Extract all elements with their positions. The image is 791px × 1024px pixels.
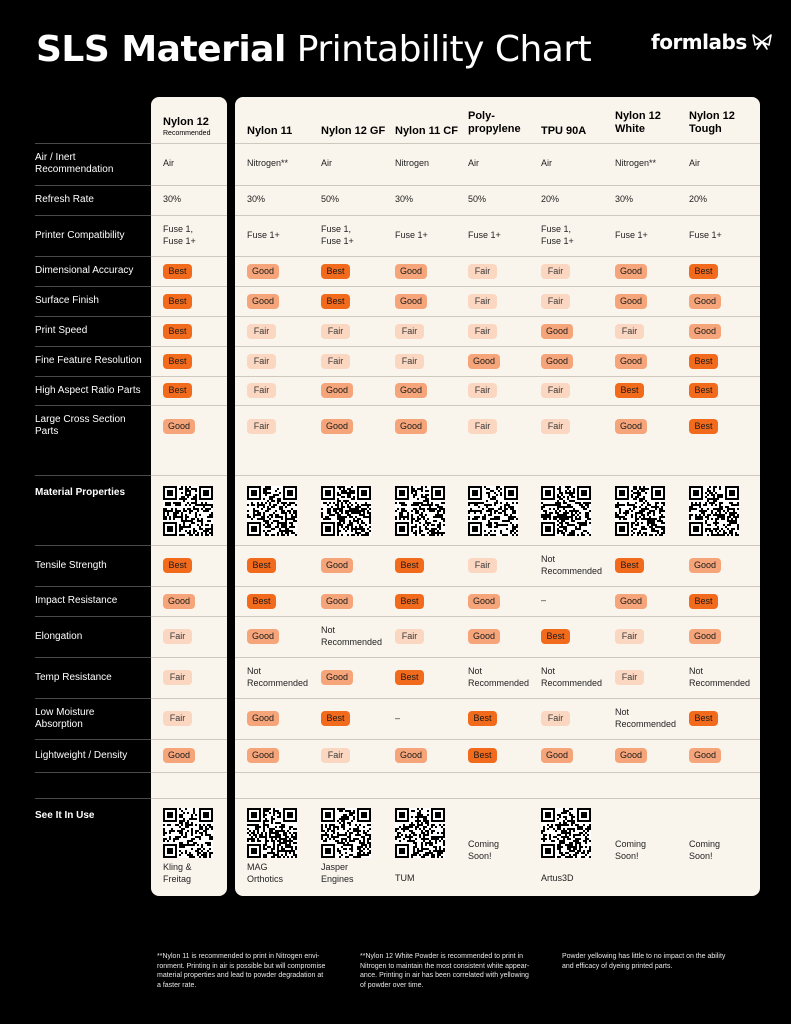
rating-badge-good: Good [615, 354, 647, 369]
row-divider [151, 376, 227, 377]
row-divider [35, 405, 151, 406]
rating-badge-best: Best [163, 383, 192, 398]
row-divider [35, 545, 151, 546]
cell-value: 50% [468, 194, 487, 205]
cell-value: 20% [541, 194, 560, 205]
rating-badge-good: Good [395, 294, 427, 309]
qr-code [395, 808, 445, 858]
row-divider [35, 739, 151, 740]
rating-badge-best: Best [541, 629, 570, 644]
rating-badge-best: Best [247, 558, 276, 573]
row-divider [151, 475, 227, 476]
row-divider [235, 376, 760, 377]
qr-code-graphic [163, 808, 213, 858]
rating-badge-good: Good [321, 558, 353, 573]
rating-badge-fair: Fair [615, 324, 644, 339]
row-divider [35, 475, 151, 476]
qr-code-graphic [541, 808, 591, 858]
footnote-yellowing: Powder yellowing has little to no impact on the ability and efficacy of dyeing printed parts. [562, 953, 726, 970]
rating-badge-fair: Fair [468, 383, 497, 398]
qr-code [247, 808, 297, 858]
cell-value: Air [541, 158, 552, 169]
row-label: Impact Resistance [35, 595, 118, 606]
cell-value: Not Recommended [541, 554, 603, 576]
cell-value: Fuse 1, Fuse 1+ [541, 224, 574, 246]
cell-value: Not Recommended [247, 666, 309, 688]
rating-badge-fair: Fair [395, 354, 424, 369]
footnote-nylon12-white: **Nylon 12 White Powder is recommended to print in Nitrogen to maintain the most consistent white appear- ance. Printing in air has been correlated with yellowing of powder over time. [360, 953, 530, 989]
row-divider [35, 376, 151, 377]
row-divider [235, 316, 760, 317]
rating-badge-good: Good [163, 748, 195, 763]
rating-badge-fair: Fair [541, 383, 570, 398]
qr-code [468, 486, 518, 536]
rating-badge-good: Good [321, 419, 353, 434]
rating-badge-fair: Fair [468, 324, 497, 339]
qr-code [247, 486, 297, 536]
cell-value: Fuse 1+ [468, 229, 501, 240]
cell-value: 30% [163, 194, 182, 205]
section-label-see-it-in-use: See It In Use [35, 810, 95, 821]
rating-badge-good: Good [247, 748, 279, 763]
column-header: Poly- propylene [468, 110, 521, 135]
qr-code [163, 808, 213, 858]
rating-badge-best: Best [615, 383, 644, 398]
row-divider [151, 772, 227, 773]
cell-value: Air [163, 158, 174, 169]
row-divider [235, 286, 760, 287]
row-divider [235, 586, 760, 587]
row-divider [235, 143, 760, 144]
brand-name: formlabs [651, 30, 747, 54]
rating-badge-good: Good [689, 748, 721, 763]
qr-code-graphic [468, 486, 518, 536]
cell-value: Nitrogen [395, 158, 430, 169]
row-divider [35, 657, 151, 658]
case-study-caption: MAG Orthotics [247, 862, 284, 884]
row-divider [235, 616, 760, 617]
rating-badge-good: Good [163, 419, 195, 434]
row-divider [35, 346, 151, 347]
rating-badge-fair: Fair [468, 558, 497, 573]
qr-code [163, 486, 213, 536]
qr-code-graphic [321, 486, 371, 536]
rating-badge-good: Good [468, 629, 500, 644]
row-divider [151, 346, 227, 347]
case-study-caption: Kling & Freitag [163, 862, 192, 884]
column-subtitle: Recommended [163, 130, 211, 137]
column-header: Nylon 12 White [615, 110, 661, 135]
rating-badge-fair: Fair [321, 354, 350, 369]
rating-badge-fair: Fair [321, 748, 350, 763]
row-divider [151, 545, 227, 546]
rating-badge-best: Best [163, 324, 192, 339]
row-divider [35, 698, 151, 699]
rating-badge-best: Best [163, 558, 192, 573]
row-label: Elongation [35, 630, 83, 642]
cell-value: Not Recommended [615, 707, 677, 729]
rating-badge-good: Good [321, 594, 353, 609]
row-divider [151, 286, 227, 287]
qr-code-graphic [395, 486, 445, 536]
rating-badge-fair: Fair [468, 419, 497, 434]
qr-code-graphic [615, 486, 665, 536]
cell-value: Fuse 1, Fuse 1+ [163, 224, 196, 246]
rating-badge-best: Best [689, 711, 718, 726]
row-label: High Aspect Ratio Parts [35, 384, 141, 396]
row-divider [151, 698, 227, 699]
rating-badge-good: Good [321, 383, 353, 398]
rating-badge-good: Good [247, 711, 279, 726]
row-divider [151, 405, 227, 406]
qr-code [321, 808, 371, 858]
coming-soon-caption: Coming Soon! [468, 839, 500, 861]
row-divider [35, 616, 151, 617]
footnote-nylon11: **Nylon 11 is recommended to print in Nitrogen envi- ronment. Printing in air is possible but will compromise material properties and lead to powder degradation at a faster rate. [157, 953, 326, 989]
rating-badge-good: Good [615, 594, 647, 609]
qr-code [541, 486, 591, 536]
row-label: Fine Feature Resolution [35, 355, 142, 366]
row-label: Surface Finish [35, 295, 99, 306]
row-label: Print Speed [35, 325, 88, 336]
rating-badge-fair: Fair [541, 294, 570, 309]
row-divider [235, 405, 760, 406]
row-divider [35, 143, 151, 144]
rating-badge-fair: Fair [247, 324, 276, 339]
rating-badge-fair: Fair [395, 629, 424, 644]
qr-code [615, 486, 665, 536]
rating-badge-good: Good [395, 748, 427, 763]
rating-badge-good: Good [689, 294, 721, 309]
rating-badge-good: Good [163, 594, 195, 609]
rating-badge-good: Good [468, 594, 500, 609]
rating-badge-best: Best [395, 594, 424, 609]
row-label: Low Moisture Absorption [35, 706, 95, 730]
cell-value: Not Recommended [689, 666, 751, 688]
row-divider [235, 185, 760, 186]
cell-value: Air [468, 158, 479, 169]
rating-badge-best: Best [321, 294, 350, 309]
column-header: Nylon 12 GF [321, 125, 386, 137]
row-divider [235, 739, 760, 740]
row-divider [235, 698, 760, 699]
row-divider [151, 215, 227, 216]
qr-code-graphic [541, 486, 591, 536]
cell-value: Not Recommended [541, 666, 603, 688]
brand-logo [651, 30, 773, 54]
row-divider [151, 143, 227, 144]
cell-value: 20% [689, 194, 708, 205]
rating-badge-fair: Fair [541, 264, 570, 279]
row-divider [151, 739, 227, 740]
row-divider [35, 256, 151, 257]
qr-code [321, 486, 371, 536]
row-divider [151, 316, 227, 317]
rating-badge-fair: Fair [541, 711, 570, 726]
row-divider [35, 772, 151, 773]
qr-code [395, 486, 445, 536]
rating-badge-fair: Fair [321, 324, 350, 339]
row-divider [151, 657, 227, 658]
column-header: TPU 90A [541, 125, 587, 137]
row-divider [235, 346, 760, 347]
rating-badge-good: Good [247, 294, 279, 309]
cell-value: 30% [615, 194, 634, 205]
rating-badge-good: Good [541, 324, 573, 339]
rating-badge-good: Good [321, 670, 353, 685]
rating-badge-good: Good [468, 354, 500, 369]
cell-value: Nitrogen** [615, 158, 657, 169]
rating-badge-best: Best [163, 264, 192, 279]
rating-badge-fair: Fair [163, 629, 192, 644]
row-label: Temp Resistance [35, 671, 112, 683]
cell-value: Nitrogen** [247, 158, 289, 169]
rating-badge-good: Good [247, 629, 279, 644]
row-divider [151, 798, 227, 799]
rating-badge-best: Best [468, 748, 497, 763]
rating-badge-good: Good [395, 264, 427, 279]
rating-badge-fair: Fair [615, 670, 644, 685]
row-label: Refresh Rate [35, 194, 94, 205]
rating-badge-good: Good [395, 383, 427, 398]
cell-value: Fuse 1+ [395, 229, 428, 240]
row-divider [235, 545, 760, 546]
rating-badge-best: Best [395, 558, 424, 573]
column-header: Nylon 11 CF [395, 125, 458, 137]
column-header: Nylon 12 Tough [689, 110, 735, 135]
rating-badge-fair: Fair [468, 264, 497, 279]
case-study-caption: TUM [395, 873, 415, 883]
row-divider [235, 215, 760, 216]
rating-badge-good: Good [689, 558, 721, 573]
rating-badge-fair: Fair [541, 419, 570, 434]
column-header: Nylon 11 [247, 125, 293, 137]
row-divider [35, 286, 151, 287]
row-divider [235, 657, 760, 658]
title-bold: SLS Material [36, 29, 286, 70]
rating-badge-good: Good [395, 419, 427, 434]
rating-badge-best: Best [468, 711, 497, 726]
row-divider [235, 798, 760, 799]
rating-badge-best: Best [689, 383, 718, 398]
rating-badge-good: Good [247, 264, 279, 279]
cell-value: Air [689, 158, 700, 169]
column-header: Nylon 12 Recommended [163, 116, 211, 137]
rating-badge-fair: Fair [247, 383, 276, 398]
row-label: Printer Compatibility [35, 229, 125, 241]
row-divider [151, 586, 227, 587]
rating-badge-fair: Fair [163, 670, 192, 685]
rating-badge-best: Best [689, 264, 718, 279]
qr-code [689, 486, 739, 536]
rating-badge-fair: Fair [163, 711, 192, 726]
qr-code-graphic [247, 808, 297, 858]
rating-badge-fair: Fair [247, 354, 276, 369]
rating-badge-best: Best [321, 711, 350, 726]
rating-badge-best: Best [247, 594, 276, 609]
qr-code-graphic [321, 808, 371, 858]
qr-code [541, 808, 591, 858]
case-study-caption: Jasper Engines [321, 862, 354, 884]
row-divider [35, 215, 151, 216]
row-label: Tensile Strength [35, 559, 107, 571]
cell-value: Air [321, 158, 332, 169]
row-divider [151, 256, 227, 257]
rating-badge-best: Best [321, 264, 350, 279]
rating-badge-good: Good [615, 264, 647, 279]
row-label: Air / Inert Recommendation [35, 152, 114, 175]
rating-badge-best: Best [163, 294, 192, 309]
rating-badge-fair: Fair [247, 419, 276, 434]
rating-badge-best: Best [395, 670, 424, 685]
rating-badge-fair: Fair [395, 324, 424, 339]
cell-value: Fuse 1, Fuse 1+ [321, 224, 354, 246]
rating-badge-good: Good [541, 354, 573, 369]
cell-value: – [395, 712, 401, 723]
cell-value: Fuse 1+ [615, 229, 648, 240]
rating-badge-good: Good [615, 419, 647, 434]
row-divider [235, 475, 760, 476]
coming-soon-caption: Coming Soon! [689, 839, 721, 861]
butterfly-icon [751, 33, 773, 51]
row-label: Dimensional Accuracy [35, 265, 134, 276]
row-divider [35, 586, 151, 587]
row-divider [35, 798, 151, 799]
rating-badge-best: Best [163, 354, 192, 369]
page-title [36, 28, 591, 72]
coming-soon-caption: Coming Soon! [615, 839, 647, 861]
rating-badge-good: Good [689, 324, 721, 339]
row-divider [35, 316, 151, 317]
qr-code-graphic [395, 808, 445, 858]
row-divider [151, 185, 227, 186]
case-study-caption: Artus3D [541, 873, 574, 883]
rating-badge-fair: Fair [615, 629, 644, 644]
cell-value: – [541, 595, 547, 606]
row-divider [235, 772, 760, 773]
qr-code-graphic [247, 486, 297, 536]
rating-badge-good: Good [615, 294, 647, 309]
cell-value: 30% [247, 194, 266, 205]
rating-badge-best: Best [689, 354, 718, 369]
row-label: Lightweight / Density [35, 749, 128, 761]
cell-value: 50% [321, 194, 340, 205]
qr-code-graphic [163, 486, 213, 536]
section-label-material-properties: Material Properties [35, 487, 126, 498]
row-divider [151, 616, 227, 617]
cell-value: Fuse 1+ [247, 229, 280, 240]
row-divider [35, 185, 151, 186]
title-light: Printability Chart [296, 29, 592, 70]
rating-badge-good: Good [541, 748, 573, 763]
cell-value: Not Recommended [321, 625, 383, 647]
rating-badge-best: Best [615, 558, 644, 573]
rating-badge-fair: Fair [468, 294, 497, 309]
cell-value: Not Recommended [468, 666, 530, 688]
rating-badge-good: Good [615, 748, 647, 763]
qr-code-graphic [689, 486, 739, 536]
cell-value: Fuse 1+ [689, 229, 722, 240]
rating-badge-best: Best [689, 594, 718, 609]
row-label: Large Cross Section Parts [35, 414, 126, 437]
row-divider [235, 256, 760, 257]
rating-badge-good: Good [689, 629, 721, 644]
rating-badge-best: Best [689, 419, 718, 434]
cell-value: 30% [395, 194, 414, 205]
